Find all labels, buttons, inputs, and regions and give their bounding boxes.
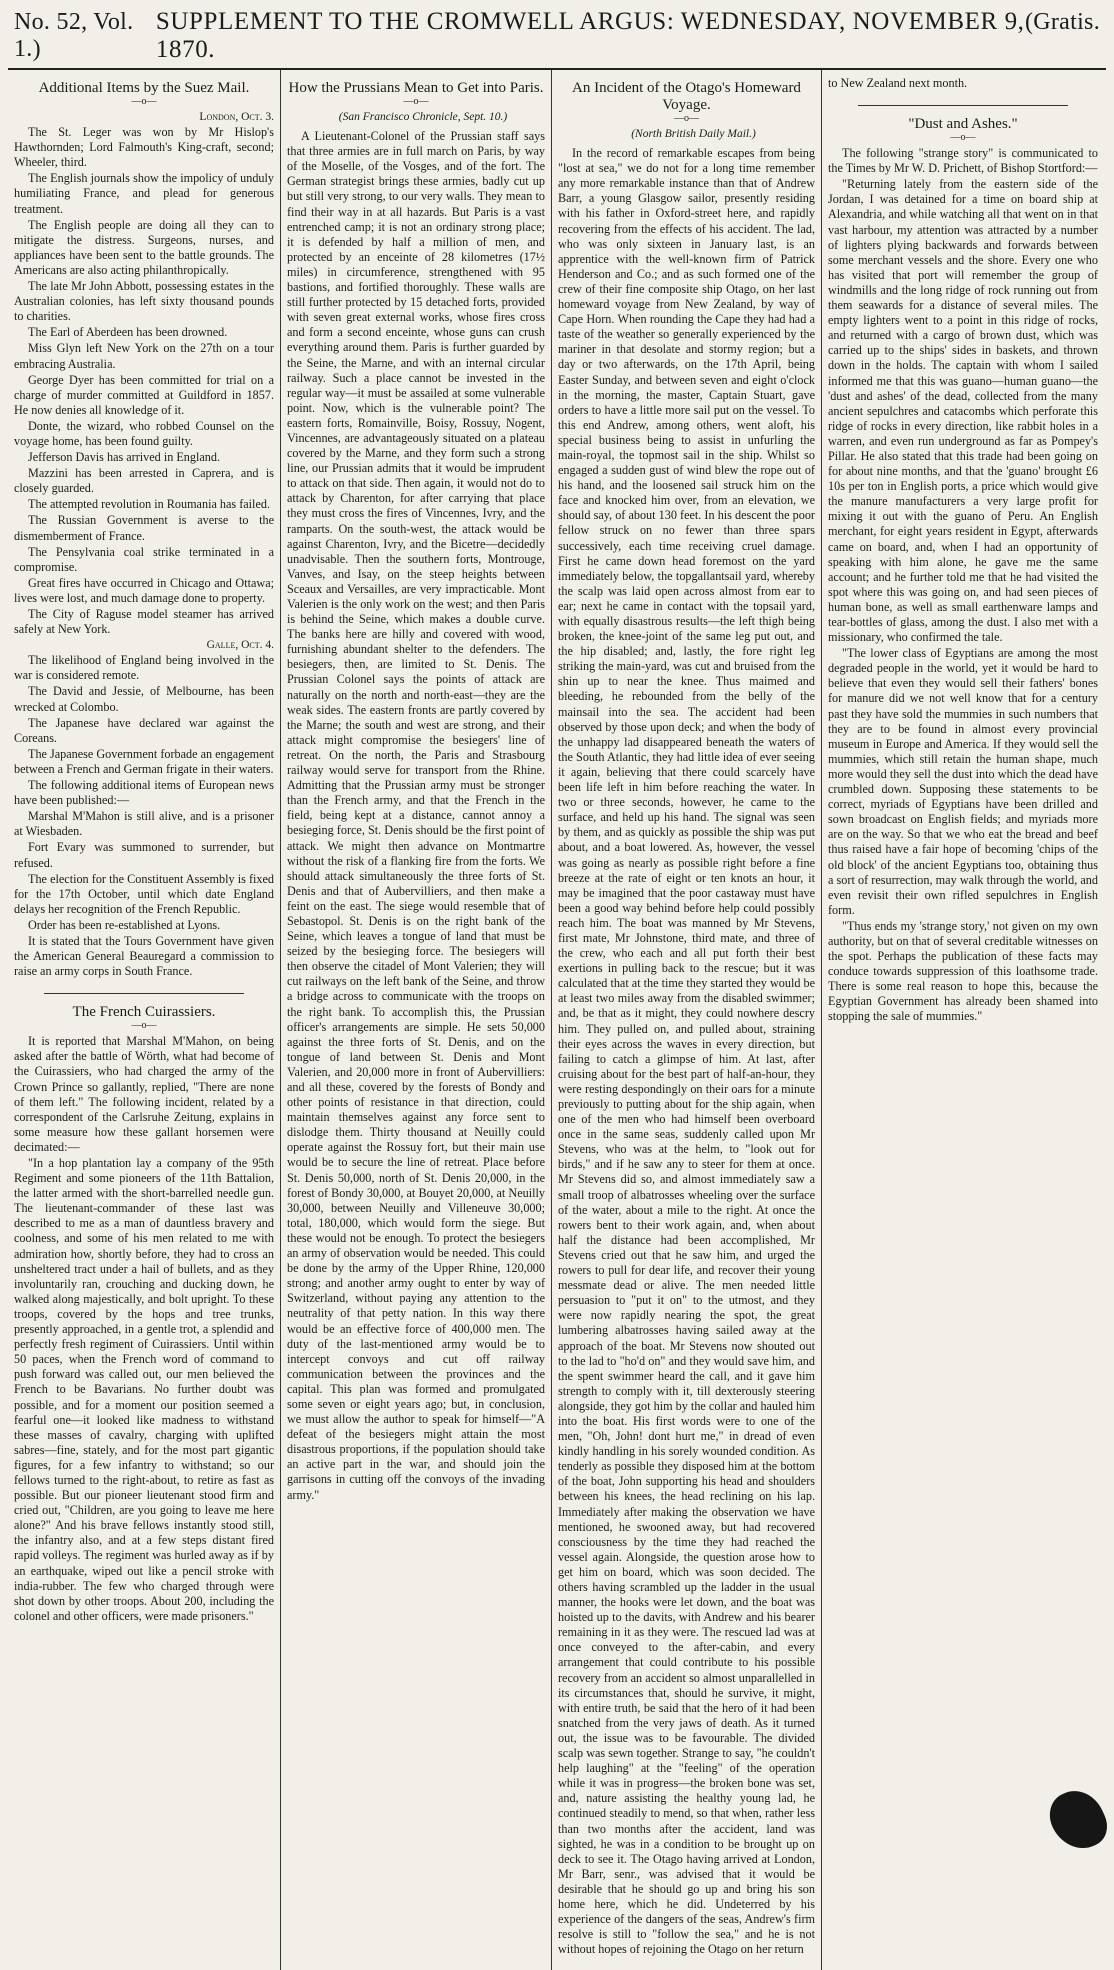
column-2: How the Prussians Mean to Get into Paris. —o— (San Francisco Chronicle, Sept. 10.) A Lieutenant-Colonel of the Prussian staff says that three armies are in full march on Paris, by way of the Moselle, of the Vosges, and of the fort. The German strategist brings these armies, badly cut up but still very strong, to our very walls. They mean to find their way in at all hazards. But Paris is a vast entrenched camp; it is not an ordinary strong place; it is defended by half a million of men, and protected by an enceinte of 28 kilometres (17½ miles) in circumference, strengthened with 95 bastions, and fortified thoroughly. These walls are still further protected by 15 detached forts, provided with seven great external works, whose fires cross and form a second enceinte, whose guns can crush everything around them. Paris is further guarded by the Seine, the Marne, and with an internal circular railway. Such a place cannot be invested in the regular way—it must be assailed at some vulnerable point. Now, which is the vulnerable point? The eastern forts, Romainville, Boisy, Rossuy, Nogent, Vincennes, are advantageously situated on a plateau covered by the Marne, and they form such a strong line, our Prussian admits that it would be imprudent to attack on that side. Then again, it would not do to attack by Charenton, for after carrying that place they must cross the fires of Vincennes, Ivry, and the ramparts. On the south-west, the attack would be against Charenton, Ivry, and the Bicetre—decidedly unadvisable. Then the southern forts, Montrouge, Vanves, and Isay, on the steep heights between Sceaux and Versailles, are very impracticable. Mont Valerien is the only work on the west; and then Paris is behind the Seine, which makes a double curve. The banks here are hilly and covered with wood, furnishing abundant shelter to the defenders. The besiegers, then, are limited to St. Denis. The Prussian Colonel says the points of attack are naturally on the north and north-east—they are the weak sides. The eastern fronts are partly covered by the Marne; the south and west are strong, and their attack might compromise the besiegers' line of retreat. On the north, the Paris and Strasbourg railway would serve for transport from the Rhine. Admitting that the Prussian army must be stronger than the French army, and that the French in the field, being kept at a distance, cannot annoy a besieging force, St. Denis should be the first point of attack. We might then advance on Montmartre without the risk of a flanking fire from the forts. We should attack simultaneously the three forts of St. Denis and that of Aubervilliers, and then make a feint on the east. The siege would resemble that of Sebastopol. St. Denis is on the right bank of the Seine, which leaves a tongue of land that must be seized by the besieging force. The besiegers will then observe the citadel of Mont Valerien; they will cut railways on the left bank of the Seine, and throw a bridge across to communicate with the troops on the right bank. To accomplish this, the Prussian officer's arrangements are simple. He sets 50,000 against the three forts of St. Denis, and on the tongue of land between St. Denis and Mont Valerien, and 20,000 more in front of Aubervilliers: and all these, covered by the forests of Bondy and other points of resistance in that direction, could maintain themselves against any force sent to dislodge them. Thirty thousand at Neuilly could operate against the Rossuy fort, but their main use would be to secure the line of retreat. Place before St. Denis 50,000, north of St. Denis 20,000, in the forest of Bondy 30,000, at Bouyet 20,000, at Neuilly 30,000, between Neuilly and Villeneuve 30,000; total, 180,000, which would form the siege. But these would not be enough. To protect the besiegers an army of observation would be needed. This could be done by the army of the Upper Rhine, 120,000 strong; and another army ought to enter by way of Switzerland, without paying any attention to the neutrality of that petty nation. In this way there would be an effective force of 400,000 men. The duty of the last-mentioned army would be to intercept convoys and cut off railway communication between the provinces and the capital. This plan was formed and promulgated some seven or eight years ago; but, in conclusion, we must allow the author to speak for himself—"A defeat of the besiegers might attain the most disastrous proportions, if the population should take an active part in the war, and should join the garrisons in cutting off the convoys of the invading army." — [280, 70, 551, 1970]
paragraph: "The lower class of Egyptians are among the most degraded people in the world, yet it would be hard to believe that even they would sell their fathers' bones for manure did we not well know that for a century past they have sold the mummies in such numbers that they are to be found in almost every provincial museum in Europe and America. If they would sell the mummies, which still retain the human shape, much more would they sell the dust into which the dead have crumbled down. Supposing these statements to be correct, myriads of Egyptians have been drilled and sown broadcast on English fields; and myriads more are on the way. So that we who eat the bread and beef thus raised have a fair hope of becoming 'chips of the old block' of the ancient Egyptians too, obtaining thus a sort of resurrection, may walk through the world, and even revisit their own rifled sepulchres in English form. — [828, 646, 1098, 917]
paragraph: In the record of remarkable escapes from being "lost at sea," we do not for a long time remember any more remarkable instance than that of Andrew Barr, a young Glasgow sailor, presently residing with his father in Oxford-street here, and rapidly recovering from the effects of his accident. The lad, who was only sixteen in January last, is an apprentice with the well-known firm of Patrick Henderson and Co.; and as such formed one of the crew of their fine composite ship Otago, on her last homeward voyage from New Zealand, by way of Cape Horn. When rounding the Cape they had had a taste of the weather so generally experienced by the mariner in that desolate and stormy region; but a day or two afterwards, on the 17th April, being Easter Sunday, and between seven and eight o'clock in the morning, the master, Captain Stuart, gave orders to have a little more sail put on the vessel. To this end Andrew, among others, went aloft, his special business being to assist in unfurling the main-royal, the topmost sail in the ship. Whilst so engaged a sudden gust of wind blew the rope out of his hand, and the loosened sail struck him on the face and knocked him over, from an elevation, we should say, of about 130 feet. In his descent the poor fellow struck on no fewer than three spars successively, each time receiving cruel damage. First he came down head foremost on the yard immediately below, the topgallantsail yard, whereby the scalp was laid open across almost from ear to ear; next he came in contact with the topsail yard, with equally disastrous results—the left thigh being broken, the knee-joint of the same leg put out, and the hip disabled; and, lastly, the fore right leg striking the main-yard, was cut and bruised from the shin up to near the knee. Thus maimed and bleeding, he rebounded from the belly of the mainsail into the sea. The accident had been observed by those upon deck; and when the body of the unhappy lad disappeared beneath the waters of the South Atlantic, they had little idea of ever seeing it again, believing that there could scarcely have been life left in him before reaching the water. In two or three seconds, however, he came to the surface, and held up his hand. The signal was seen by them, and as quickly as possible the ship was put about, and a boat lowered. As, however, the vessel was going as nearly as possible right before a fine breeze at the rate of eight or ten knots an hour, it may be imagined that the poor castaway must have been a good way behind before help could possibly reach him. The boat was manned by Mr Stevens, first mate, Mr Johnstone, third mate, and three of the crew, who each and all put forth their best exertions in pulling back to the rescue; but it was calculated that at the time they started they would be at least two miles away from the disabled swimmer; and, be that as it might, they could nowhere descry him. They pulled on, and pulled about, straining their eyes across the waves in every direction, but failing to catch a glimpse of him. At last, after cruising about for the best part of half-an-hour, they were resting despondingly on their oars for a minute previously to putting about for the ship again, when one of the men who had himself been overboard once in the same seas, suddenly called upon Mr Stevens, who was at the helm, to "look out for birds," and if he saw any to steer for them at once. Mr Stevens did so, and almost immediately saw a small troop of albatrosses wheeling over the surface of the water, about a mile to the right. At once the rowers bent to their work again, and, when about half the distance had been accomplished, Mr Stevens cried out that he saw him, and urged the rowers to pull for dear life, and recover their young messmate dead or alive. The men needed little persuasion to "put it on" to the utmost, and they were now rapidly nearing the spot, the great lumbering albatrosses having sailed away at the approach of the boat. Mr Stevens now shouted out to the lad to "ho'd on" and they would save him, and the spent swimmer heard the call, and it gave him strength to comply with it, till dexterously steering alongside, they got him by the collar and hauled him into the boat. His first words were to one of the men, "Oh, John! dont hurt me," in dread of even kindly handling in his sorely wounded condition. As tenderly as possible they disposed him at the bottom of the boat, John supporting his head and shoulders between his knees, the head reclining on his lap. Immediately after making the observation we have mentioned, he swooned away, but had recovered consciousness by the time they had reached the vessel again. Alongside, the question arose how to get him on board, which was soon decided. The others having scrambled up the ladder in the usual manner, the hooks were let down, and the boat was hoisted up to the davits, with Andrew and his bearer remaining in it as they were. The rescued lad was at once conveyed to the after-cabin, and every arrangement that could contribute to his possible recovery from an accident so almost unparallelled in its circumstances that, should he survive, it might, with entire truth, be said that the hero of it had been snatched from the very jaws of death. As it turned out, the issue was to be favourable. The divided scalp was sewn together. Strange to say, "he couldn't help laughing" at the "feeling" of the operation while it was in progress—the broken bone was set, and, nature assisting the healthy young lad, he continued steadily to mend, so that when, rather less than two months after the accident, land was sighted, he was in a condition to be brought up on deck to see it. The Otago having arrived at London, Mr Barr, senr., was advised that it would be desirable that he should go up and bring his son home here, which he did. Undeterred by his experience of the dangers of the seas, Andrew's firm resolve is still to "follow the sea," and he is not without hopes of rejoining the Otago on her return — [558, 146, 815, 1957]
paragraph: Miss Glyn left New York on the 27th on a tour embracing Australia. — [14, 341, 274, 371]
cuirassiers-heading: The French Cuirassiers. — [72, 1004, 216, 1021]
paragraph: The likelihood of England being involved in the war is considered remote. — [14, 653, 274, 683]
prussians-body — [287, 129, 545, 1503]
dust-heading: "Dust and Ashes." — [908, 116, 1018, 133]
paragraph: The following additional items of European news have been published:— — [14, 778, 274, 808]
suez-dateline-galle: Galle, Oct. 4. — [206, 639, 274, 652]
suez-dateline-london: London, Oct. 3. — [199, 111, 274, 123]
cuirassiers-body — [14, 1034, 274, 1624]
dust-body — [828, 146, 1098, 1024]
paragraph: Jefferson Davis has arrived in England. — [28, 450, 221, 465]
paragraph: The St. Leger was won by Mr Hislop's Hawthornden; Lord Falmouth's King-craft, second; Wheeler, third. — [14, 125, 274, 170]
otago-heading: An Incident of the Otago's Homeward Voyage. — [572, 80, 801, 113]
paragraph: George Dyer has been committed for trial on a charge of murder committed at Guildford in 1857. He now denies all knowledge of it. — [14, 372, 274, 417]
otago-body-continued — [828, 76, 1098, 91]
column-3: An Incident of the Otago's Homeward Voyage. —o— (North British Daily Mail.) In the record of remarkable escapes from being "lost at sea," we do not for a long time remember any more remarkable instance than that of Andrew Barr, a young Glasgow sailor, presently residing with his father in Oxford-street here, and rapidly recovering from the effects of his accident. The lad, who was only sixteen in January last, is an apprentice with the well-known firm of Patrick Henderson and Co.; and as such formed one of the crew of their fine composite ship Otago, on her last homeward voyage from New Zealand, by way of Cape Horn. When rounding the Cape they had had a taste of the weather so generally experienced by the mariner in that desolate and stormy region; but a day or two afterwards, on the 17th April, being Easter Sunday, and between seven and eight o'clock in the morning, the master, Captain Stuart, gave orders to have a little more sail put on the vessel. To this end Andrew, among others, went aloft, his special business being to assist in unfurling the main-royal, the topmost sail in the ship. Whilst so engaged a sudden gust of wind blew the rope out of his hand, and the loosened sail struck him on the face and knocked him over, from an elevation, we should say, of about 130 feet. In his descent the poor fellow struck on no fewer than three spars successively, each time receiving cruel damage. First he came down head foremost on the yard immediately below, the topgallantsail yard, whereby the scalp was laid open across almost from ear to ear; next he came in contact with the topsail yard, with equally disastrous results—the left thigh being broken, the knee-joint of the same leg put out, and the hip disabled; and, lastly, the fore right leg striking the main-yard, was cut and bruised from the shin up to near the knee. Thus maimed and bleeding, he rebounded from the belly of the mainsail into the sea. The accident had been observed by those upon deck; and when the body of the unhappy lad disappeared beneath the waters of the South Atlantic, they had little idea of ever seeing it again, believing that there could scarcely have been life left in him before reaching the water. In two or three seconds, however, he came to the surface, and held up his hand. The signal was seen by them, and as quickly as possible the ship was put about, and a boat lowered. As, however, the vessel was going as nearly as possible right before a fine breeze at the rate of eight or ten knots an hour, it may be imagined that the poor castaway must have been a good way behind before help could possibly reach him. The boat was manned by Mr Stevens, first mate, Mr Johnstone, third mate, and three of the crew, who each and all put forth their best exertions in pulling back to the rescue; but it was calculated that at the time they started they would be at least two miles away from the disabled swimmer; and, be that as it might, they could nowhere descry him. They pulled on, and pulled about, straining their eyes across the waves in every direction, but failing to catch a glimpse of him. At last, after cruising about for the best part of half-an-hour, they were resting despondingly on their oars for a minute previously to putting about for the ship again, when one of the men who had himself been overboard once in the same seas, suddenly called upon Mr Stevens, who was at the helm, to "look out for birds," and if he saw any to steer for them at once. Mr Stevens did so, and almost immediately saw a small troop of albatrosses wheeling over the surface of the water, about a mile to the right. At once the rowers bent to their work again, and, when about half the distance had been accomplished, Mr Stevens cried out that he saw him, and urged the rowers to pull for dear life, and recover their young messmate dead or alive. The men needed little persuasion to "put it on" to the utmost, and they were now rapidly nearing the spot, the great lumbering albatrosses having sailed away at the approach of the boat. Mr Stevens now shouted out to the lad to "ho'd on" and they would save him, and the spent swimmer heard the call, and it gave him strength to comply with it, till dexterously steering alongside, they got him by the collar and hauled him into the boat. His first words were to one of the men, "Oh, John! dont hurt me," in dread of even kindly handling in his sorely wounded condition. As tenderly as possible they disposed him at the bottom of the boat, John supporting his head and shoulders between his knees, the head reclining on his lap. Immediately after making the observation we have mentioned, he swooned away, but had recovered consciousness by the time they had reached the vessel again. Alongside, the question arose how to get him on board, which was soon decided. The others having scrambled up the ladder in the usual manner, the hooks were let down, and the boat was hoisted up to the davits, with Andrew and his bearer remaining in it as they were. The rescued lad was at once conveyed to the after-cabin, and every arrangement that could contribute to his possible recovery from an accident so almost unparallelled in its circumstances that, should he survive, it might, with entire truth, be said that the hero of it had been snatched from the very jaws of death. As it turned out, the issue was to be favourable. The divided scalp was sewn together. Strange to say, "he couldn't help laughing" at the "feeling" of the operation while it was in progress—the broken bone was set, and, nature assisting the healthy young lad, he continued steadily to mend, so that when, rather less than two months after the accident, land was sighted, he was in a condition to be brought up on deck to see it. The Otago having arrived at London, Mr Barr, senr., was advised that it would be desirable that he should go up and bring his son home here, which he did. Undeterred by his experience of the dangers of the seas, Andrew's firm resolve is still to "follow the sea," and he is not without hopes of rejoining the Otago on her return — [551, 70, 821, 1970]
paragraph: Mazzini has been arrested in Caprera, and is closely guarded. — [14, 466, 274, 496]
paragraph: The Japanese Government forbade an engagement between a French and German frigate in their waters. — [14, 746, 275, 776]
paragraph: The following "strange story" is communicated to the Times by Mr W. D. Prichett, of Bishop Stortford:— — [828, 146, 1098, 176]
paragraph: Great fires have occurred in Chicago and Ottawa; lives were lost, and much damage done to property. — [14, 575, 274, 605]
paper-title: SUPPLEMENT TO THE CROMWELL ARGUS: WEDNESDAY, NOVEMBER 9, 1870. — [155, 8, 1025, 63]
paragraph: The English people are doing all they can to mitigate the distress. Surgeons, nurses, and appliances have been sent to the battle grounds. The Americans are also acting philanthropically. — [14, 217, 274, 277]
column-4: to New Zealand next month. "Dust and Ashes." —o— The following "strange story" is communicated to the Times by Mr W. D. Prichett, of Bishop Stortford:— "Returning lately from the eastern side of the Jordan, I was detained for a time on board ship at Alexandria, and while watching all that went on in that vast harbour, my attention was attracted by a number of lighters plying backwards and forwards between some merchant vessels and the shore. Every one who has visited that port will remember the group of windmills and the long ridge of rock running out from them seawards for a distance of several miles. The empty lighters went to a point in this ridge of rocks, and returned with a cargo of brown dust, which was carried up to the ships' sides in baskets, and thrown down in the holds. The captain with whom I sailed informed me that this was guano—human guano—the 'dust and ashes' of the dead, collected from the many ancient sepulchres and catacombs which perforate this ridge of rocks in every direction, like rabbit holes in a warren, and even run underground as far as Pompey's Pillar. He also stated that this trade had been going on for about nine months, and that the 'guano' brought £6 10s per ton in English ports, a price which would give the manure manufacturers a very large profit for mixing it out with the guano of Peru. An English merchant, for eight years resident in Egypt, afterwards came on board, and, when I had an opportunity of speaking with him alone, he gave me the same account; and he further told me that he had visited the spot where this was going on, and had seen pieces of human bone, as well as small earthenware lamps and tear-bottles of glass, among the dust. I also met with a missionary, who confirmed the tale. "The lower class of Egyptians are among the most degraded people in the world, yet it would be hard to believe that even they would sell their fathers' bones for manure did we not well know that for a century past they have sold the mummies in such numbers that they are to be found in almost every provincial museum in Europe and America. If they would sell the mummies, which still retain the human shape, much more would they sell the dust into which the dead have crumbled down. Supposing these statements to be correct, myriads of Egyptians have been drilled and sown broadcast on English fields; and myriads more are on the way. So that we who eat the bread and beef thus raised have a fair hope of becoming 'chips of the old block' of the ancient Egyptians too, obtaining thus a sort of resurrection, may walk through the world, and even revisit their own rifled sepulchres in English form. "Thus ends my 'strange story,' not given on my own authority, but on that of several creditable witnesses on the spot. Perhaps the publication of these facts may conduce towards suppression of this loathsome trade. There is some real reason to hope this, because the Egyptian Government has already been shamed into stopping the sale of mummies." — [821, 70, 1104, 1970]
prussians-heading: How the Prussians Mean to Get into Paris. — [288, 80, 544, 96]
paragraph: The attempted revolution in Roumania has failed. — [28, 497, 270, 512]
paragraph: It is reported that Marshal M'Mahon, on being asked after the battle of Wörth, what had become of the Cuirassiers, who had charged the army of the Crown Prince so gallantly, replied, "There are none of them left." The following incident, related by a correspondent of the Carlsruhe Zeitung, explains in some measure how these gallant horsemen were decimated:— — [14, 1034, 274, 1154]
prussians-source: (San Francisco Chronicle, Sept. 10.) — [338, 111, 508, 123]
paragraph: "Returning lately from the eastern side of the Jordan, I was detained for a time on board ship at Alexandria, and while watching all that went on in that vast harbour, my attention was attracted by a number of lighters plying backwards and forwards between some merchant vessels and the shore. Every one who has visited that port will remember the group of windmills and the long ridge of rock running out from them seawards for a distance of several miles. The empty lighters went to a point in this ridge of rocks, and returned with a cargo of brown dust, which was carried up to the ships' sides in baskets, and thrown down in the holds. The captain with whom I sailed informed me that this was guano—human guano—the 'dust and ashes' of the dead, collected from the many ancient sepulchres and catacombs which perforate this ridge of rocks in every direction, like rabbit holes in a warren, and even run underground as far as Pompey's Pillar. He also stated that this trade had been going on for about nine months, and that the 'guano' brought £6 10s per ton in English ports, a price which would give the manure manufacturers a very large profit for mixing it out with the guano of Peru. An English merchant, for eight years resident in Egypt, afterwards came on board, and, when I had an opportunity of speaking with him alone, he gave me the same account; and he further told me that he had visited the spot where this was going on, and had seen pieces of human bone, as well as small earthenware lamps and tear-bottles of glass, among the dust. I also met with a missionary, who confirmed the tale. — [828, 177, 1098, 645]
paragraph: Donte, the wizard, who robbed Counsel on the voyage home, has been found guilty. — [14, 418, 274, 448]
column-1: Additional Items by the Suez Mail. —o— London, Oct. 3. The St. Leger was won by Mr Hislop's Hawthornden; Lord Falmouth's King-craft, second; Wheeler, third. The English journals show the impolicy of unduly humiliating France, and plead for generous treatment. The English people are doing all they can to mitigate the distress. Surgeons, nurses, and appliances have been sent to the battle grounds. The Americans are also acting philanthropically. The late Mr John Abbott, possessing estates in the Australian colonies, has left sixty thousand pounds to charities. The Earl of Aberdeen has been drowned. Miss Glyn left New York on the 27th on a tour embracing Australia. George Dyer has been committed for trial on a charge of murder committed at Guildford in 1857. He now denies all knowledge of it. Donte, the wizard, who robbed Counsel on the voyage home, has been found guilty. Jefferson Davis has arrived in England. Mazzini has been arrested in Caprera, and is closely guarded. The attempted revolution in Roumania has failed. The Russian Government is averse to the dismemberment of France. The Pensylvania coal strike terminated in a compromise. Great fires have occurred in Chicago and Ottawa; lives were lost, and much damage done to property. The City of Raguse model steamer has arrived safely at New York. Galle, Oct. 4. The likelihood of England being involved in the war is considered remote. The David and Jessie, of Melbourne, has been wrecked at Colombo. The Japanese have declared war against the Coreans. The Japanese Government forbade an engagement between a French and German frigate in their waters. The following additional items of European news have been published:— Marshal M'Mahon is still alive, and is a prisoner at Wiesbaden. Fort Evary was summoned to surrender, but refused. The election for the Constituent Assembly is fixed for the 17th October, until which date England delays her recognition of the French Republic. Order has been re-established at Lyons. It is stated that the Tours Government have given the American General Beauregard a commission to raise an army corps in South France. The French Cuirassiers. —o— It is reported that Marshal M'Mahon, on being asked after the battle of Wörth, what had become of the Cuirassiers, who had charged the army of the Crown Prince so gallantly, replied, "There are none of them left." The following incident, related by a correspondent of the Carlsruhe Zeitung, explains in some measure how these gallant horsemen were decimated:— "In a hop plantation lay a company of the 95th Regiment and some pioneers of the 11th Battalion, the latter armed with the short-barrelled needle gun. The lieutenant-commander of these last was described to me as a man of dauntless bravery and coolness, and some of his men related to me with admiration how, shortly before, they had to cross an unsheltered tract under a hail of bullets, and as they involuntarily ran, crouching and ducking down, he walked along majestically, and bolt upright. To these troops, covered by the hops and tree trunks, presently approached, in a gentle trot, a splendid and perfectly fresh regiment of Cuirassiers. Until within 50 paces, when the French word of command to push forward was called out, our men believed the French to be Bavarians. No further doubt was possible, and for a moment our position seemed a fearful one—it looked like madness to withstand these masses of cavalry, charging with uplifted sabres—fine, stately, and for the most part gigantic figures, for a few infantry to withstand; so our fellows turned to the right-about, to retire as fast as possible. But our pioneer lieutenant stood firm and cried out, "Children, are you going to leave me here alone?" And his brave fellows instantly stood still, the infantry also, and at a few steps distant fired rapid volleys. The regiment was hurled away as if by an earthquake, wiped out like a pencil stroke with india-rubber. The few who charged through were shot down by other troops. About 200, including the colonel and other officers, were made prisoners." — [14, 80, 275, 1623]
paragraph: It is stated that the Tours Government have given the American General Beauregard a commission to raise an army corps in South France. — [14, 933, 274, 979]
divider — [44, 993, 244, 994]
paragraph: The English journals show the impolicy of unduly humiliating France, and plead for generous treatment. — [14, 171, 274, 216]
paragraph: A Lieutenant-Colonel of the Prussian staff says that three armies are in full march on Paris, by way of the Moselle, of the Vosges, and of the fort. The German strategist brings these armies, badly cut up but still very strong, to our very walls. They mean to find their way in at all hazards. But Paris is a vast entrenched camp; it is not an ordinary strong place; it is defended by half a million of men, and protected by an enceinte of 28 kilometres (17½ miles) in circumference, strengthened with 95 bastions, and fortified thoroughly. These walls are still further protected by 15 detached forts, provided with seven great external works, whose fires cross and form a second enceinte, whose guns can crush everything around them. Paris is further guarded by the Seine, the Marne, and with an internal circular railway. Such a place cannot be invested in the regular way—it must be assailed at some vulnerable point. Now, which is the vulnerable point? The eastern forts, Romainville, Boisy, Rossuy, Nogent, Vincennes, are advantageously situated on a plateau covered by the Marne, and they form such a strong line, our Prussian admits that it would be imprudent to attack on that side. Then again, it would not do to attack by Charenton, for after carrying that place they must cross the fires of Vincennes, Ivry, and the ramparts. On the south-west, the attack would be against Charenton, Ivry, and the Bicetre—decidedly unadvisable. Then the southern forts, Montrouge, Vanves, and Isay, on the steep heights between Sceaux and Versailles, are very impracticable. Mont Valerien is the only work on the west; and then Paris is behind the Seine, which makes a double curve. The banks here are hilly and covered with wood, furnishing abundant shelter to the defenders. The besiegers, then, are limited to St. Denis. The Prussian Colonel says the points of attack are naturally on the north and north-east—they are the weak sides. The eastern fronts are partly covered by the Marne; the south and west are strong, and their attack might compromise the besiegers' line of retreat. On the north, the Paris and Strasbourg railway would serve for transport from the Rhine. Admitting that the Prussian army must be stronger than the French army, and that the French in the field, being kept at a distance, cannot annoy a besieging force, St. Denis should be the first point of attack. We might then advance on Montmartre without the risk of a flanking fire from the forts. We should attack simultaneously the three forts of St. Denis and that of Aubervilliers, and then make a feint on the east. The siege would resemble that of Sebastopol. St. Denis is on the right bank of the Seine, which leaves a tongue of land that must be seized by the besieging force. The besiegers will then observe the citadel of Mont Valerien; they will cut railways on the left bank of the Seine, and throw a bridge across to communicate with the troops on the right bank. To accomplish this, the Prussian officer's arrangements are simple. He sets 50,000 against the three forts of St. Denis, and on the tongue of land between St. Denis and Mont Valerien, and 20,000 more in front of Aubervilliers: and all these, covered by the forests of Bondy and other points of resistance in that direction, could maintain themselves against any force sent to dislodge them. Thirty thousand at Neuilly could operate against the Rossuy fort, but their main use would be to secure the line of retreat. Place before St. Denis 50,000, north of St. Denis 20,000, in the forest of Bondy 30,000, at Bouyet 20,000, at Neuilly 30,000, between Neuilly and Villeneuve 30,000; total, 180,000, which would form the siege. But these would not be enough. To protect the besiegers an army of observation would be needed. This could be done by the army of the Upper Rhine, 120,000 strong; and another army ought to enter by way of Switzerland, without paying any attention to the neutrality of that petty nation. In this way there would be an effective force of 400,000 men. The duty of the last-mentioned army would be to intercept convoys and cut off railway communication between the provinces and the capital. This plan was formed and promulgated some seven or eight years ago; but, in conclusion, we must allow the author to speak for himself—"A defeat of the besiegers might attain the most disastrous proportions, if the population should take an active part in the war, and should join the garrisons in cutting off the convoys of the invading army." — [287, 129, 545, 1502]
suez-items-galle — [14, 653, 274, 979]
issue-number: No. 52, Vol. 1.) — [14, 9, 134, 62]
paragraph: Marshal M'Mahon is still alive, and is a prisoner at Wiesbaden. — [14, 809, 274, 839]
paragraph: Order has been re-established at Lyons. — [28, 917, 221, 932]
paragraph: "Thus ends my 'strange story,' not given on my own authority, but on that of several creditable witnesses on the spot. Perhaps the publication of these facts may conduce towards suppression of this loathsome trade. There is some real reason to hope this, because the Egyptian Government has already been shamed into stopping the sale of mummies." — [828, 918, 1098, 1024]
paragraph: The Pensylvania coal strike terminated in a compromise. — [14, 544, 274, 574]
suez-items-london — [14, 125, 274, 637]
price-note: (Gratis. — [1024, 9, 1100, 35]
paragraph: The City of Raguse model steamer has arrived safely at New York. — [14, 607, 274, 637]
paragraph: The late Mr John Abbott, possessing estates in the Australian colonies, has left sixty thousand pounds to charities. — [14, 279, 274, 324]
paragraph: The Japanese have declared war against the Coreans. — [14, 715, 274, 745]
otago-body — [558, 146, 815, 1957]
columns — [8, 70, 1106, 1970]
divider — [858, 105, 1068, 106]
otago-source: (North British Daily Mail.) — [631, 128, 756, 140]
paragraph: Fort Evary was summoned to surrender, but refused. — [14, 840, 274, 870]
paragraph: The David and Jessie, of Melbourne, has been wrecked at Colombo. — [14, 684, 274, 714]
paragraph: The Earl of Aberdeen has been drowned. — [28, 325, 228, 340]
masthead — [8, 6, 1106, 70]
paragraph: to New Zealand next month. — [828, 76, 968, 90]
paragraph: "In a hop plantation lay a company of the 95th Regiment and some pioneers of the 11th Battalion, the latter armed with the short-barrelled needle gun. The lieutenant-commander of these last was described to me as a man of dauntless bravery and coolness, and some of his men related to me with admiration how, shortly before, they had to cross an unsheltered tract under a hail of bullets, and as they involuntarily ran, crouching and ducking down, he walked along majestically, and bolt upright. To these troops, covered by the hops and tree trunks, presently approached, in a gentle trot, a splendid and perfectly fresh regiment of Cuirassiers. Until within 50 paces, when the French word of command to push forward was called out, our men believed the French to be Bavarians. No further doubt was possible, and for a moment our position seemed a fearful one—it looked like madness to withstand these masses of cavalry, charging with uplifted sabres—fine, stately, and for the most part gigantic figures, for a few infantry to withstand; so our fellows turned to the right-about, to retire as fast as possible. But our pioneer lieutenant stood firm and cried out, "Children, are you going to leave me here alone?" And his brave fellows instantly stood still, the infantry also, and at a few steps distant fired rapid volleys. The regiment was hurled away as if by an earthquake, wiped out like a pencil stroke with india-rubber. The few who charged through were shot down by other troops. About 200, including the colonel and other officers, were made prisoners." — [14, 1156, 274, 1623]
paragraph: The election for the Constituent Assembly is fixed for the 17th October, until which date England delays her recognition of the French Republic. — [14, 871, 274, 916]
suez-heading: Additional Items by the Suez Mail. — [38, 80, 250, 96]
paragraph: The Russian Government is averse to the dismemberment of France. — [14, 513, 274, 543]
